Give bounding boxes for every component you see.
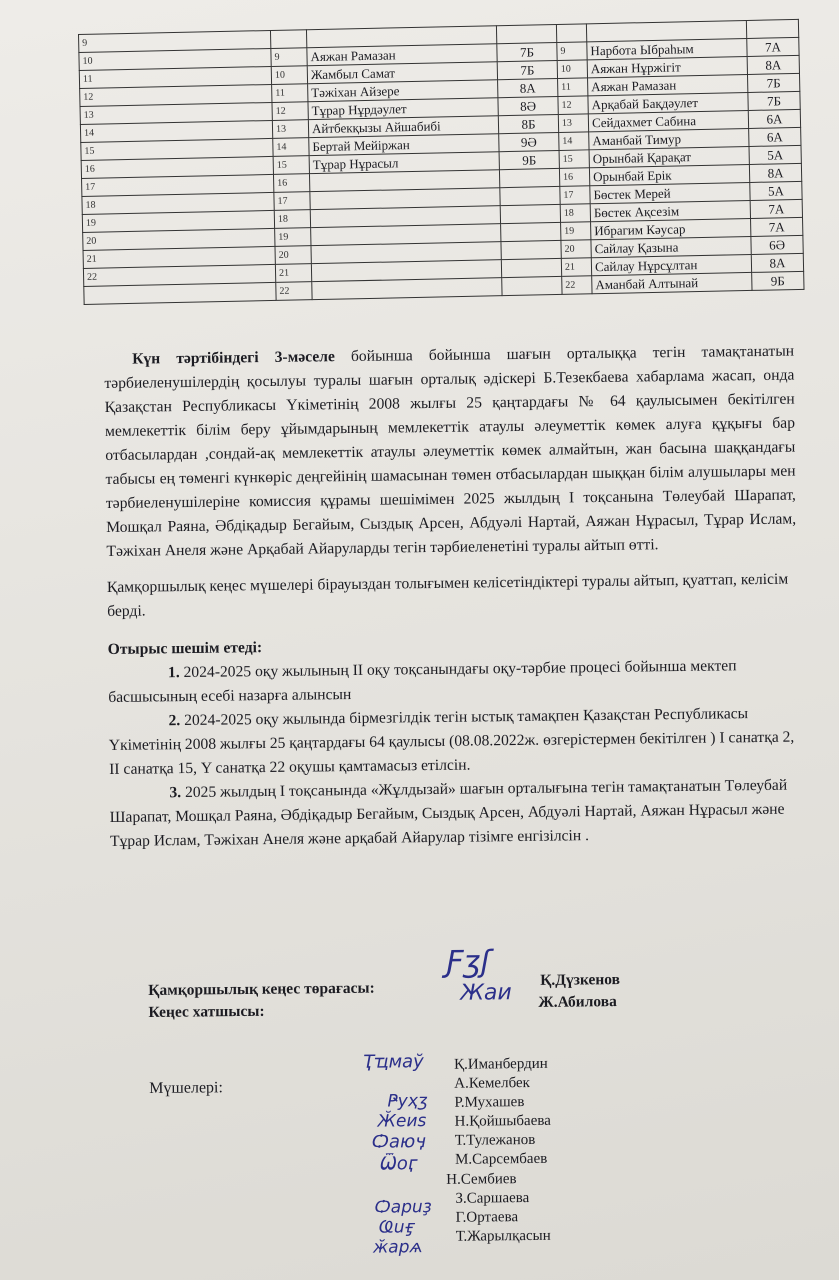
- class-cell: 5А: [750, 181, 802, 200]
- member-name: М.Сарсембаев: [454, 1150, 548, 1168]
- class-cell: 7Б: [748, 91, 800, 110]
- row-number-cell: 22: [83, 264, 275, 286]
- class-cell: 7А: [747, 37, 799, 56]
- member-signature-icon: Ѻарuҙ: [374, 1197, 432, 1218]
- student-name-cell: Тәжіхан Айзере: [308, 80, 498, 102]
- class-cell: 7Б: [747, 73, 799, 92]
- row-number-cell: 14: [273, 138, 309, 157]
- member-name: А.Кемелбек: [454, 1075, 531, 1092]
- student-name-cell: Сейдахмет Сабина: [588, 110, 748, 131]
- row-number-cell: 18: [560, 204, 590, 223]
- class-cell: 6А: [748, 109, 800, 128]
- student-name-cell: Аяжан Рамазан: [588, 74, 748, 95]
- row-number-cell: 18: [82, 192, 274, 214]
- row-number-cell: 12: [558, 96, 588, 115]
- row-number-cell: 22: [276, 282, 312, 301]
- class-cell: 9Б: [752, 271, 804, 290]
- class-cell: [496, 24, 556, 43]
- member-signature-icon: Ѿоӷ: [379, 1153, 417, 1175]
- row-number-cell: 9: [79, 30, 271, 52]
- row-number-cell: 13: [80, 102, 272, 124]
- student-name-cell: Сайлау Қазына: [591, 236, 751, 257]
- row-number-cell: [556, 24, 586, 43]
- decision-item-2: [108, 702, 799, 782]
- student-name-cell: Орынбай Ерік: [589, 164, 749, 185]
- class-cell: [499, 168, 559, 187]
- decision-item-text: 2024-2025 оқу жылында бірмезгілдік тегін ыстық тамақпен Қазақстан Республикасы Үкіметінің 2008 жылғы 25 қаңтардағы 64 қаулысы (08.08.2022ж. өзгерістермен бекітілген ) I санатқа 2, II санатқа 15, Y санатқа 22 оқушы қамтамасыз етілсін.: [108, 705, 795, 778]
- row-number-cell: 9: [557, 42, 587, 61]
- member-name: Н.Сембиев: [446, 1171, 517, 1188]
- student-name-cell: Орынбай Қарақат: [589, 146, 749, 167]
- student-name-cell: Ибрагим Кәусар: [591, 218, 751, 239]
- member-name: Қ.Иманбердин: [453, 1055, 548, 1073]
- secretary-name: Ж.Абилова: [538, 993, 617, 1011]
- member-signature-icon: Ҩuӻ: [378, 1217, 415, 1238]
- member-signature-icon: Ҏуҳʒ: [387, 1091, 428, 1112]
- class-cell: [746, 19, 798, 38]
- student-name-cell: [312, 278, 502, 300]
- row-number-cell: 10: [557, 60, 587, 79]
- row-number-cell: 19: [275, 228, 311, 247]
- decision-item-3: [109, 774, 800, 854]
- member-name: Н.Қойшыбаева: [454, 1112, 551, 1130]
- agenda-item-title: Күн тәртібіндегі 3-мәселе: [132, 348, 336, 368]
- class-cell: [501, 222, 561, 241]
- signature-block: [148, 944, 771, 1268]
- decision-heading: Отырыс шешім етеді:: [107, 639, 263, 658]
- row-number-cell: [84, 282, 276, 304]
- class-cell: 7Б: [497, 60, 557, 79]
- class-cell: [501, 240, 561, 259]
- class-cell: [501, 258, 561, 277]
- row-number-cell: 13: [558, 114, 588, 133]
- agenda-text: бойынша бойынша шағын орталыққа тегін тамақтанатын тәрбиеленушілердің қосылуы туралы шағын орталық әдіскері Б.Тезекбаева хабарлама жасап, онда Қазақстан Республикасы Үкіметінің 2008 жылғы 25 қаңтардағы № 64 қаулысымен бекітілген мемлекеттік білім беру ұйымдарының мемлекеттік атаулы әлеуметтік көмек алуға құқығы бар отбасылардан ,сондай-ақ мемлекеттік атаулы әлеуметтік көмек алмайтын, жан басына шаққандағы табысы ең төменгі күнкөріс деңгейінің шамасынан төмен отбасылардан шыққан білім алушылары мен тәрбиеленушілеріне комиссия құрамы шешімімен 2025 жылдың I тоқсанына Төлеубай Шарапат, Мошқал Раяна, Әбдіқадыр Бегайым, Сыздық Арсен, Абдуәлі Нартай, Аяжан Нұрасыл, Тұрар Ислам, Тәжіхан Анеля және Арқабай Айаруларды тегін тәрбиеленетіні туралы айтып өтті.: [104, 342, 797, 560]
- row-number-cell: 19: [82, 210, 274, 232]
- row-number-cell: 12: [272, 102, 308, 121]
- student-name-cell: Тұрар Нұрасыл: [309, 152, 499, 174]
- row-number-cell: 16: [81, 156, 273, 178]
- row-number-cell: 10: [271, 66, 307, 85]
- row-number-cell: 14: [80, 120, 272, 142]
- row-number-cell: 20: [561, 240, 591, 259]
- members-label: Мүшелері:: [149, 1079, 223, 1097]
- council-paragraph: Қамқоршылық кеңес мүшелері бірауыздан толығымен келісетіндіктері туралы айтып, қуаттап, келісім берді.: [106, 570, 789, 620]
- member-signature-icon: ӂарѧ: [372, 1237, 423, 1258]
- student-name-cell: Тұрар Нұрдәулет: [308, 98, 498, 120]
- decision-item-number: 1.: [167, 664, 180, 682]
- row-number-cell: 9: [271, 48, 307, 67]
- row-number-cell: 11: [272, 84, 308, 103]
- member-name: Т.Жарылқасын: [455, 1227, 551, 1245]
- row-number-cell: 20: [275, 246, 311, 265]
- decision-item-number: 2.: [168, 712, 181, 730]
- member-name: Г.Ортаева: [455, 1209, 519, 1226]
- row-number-cell: 15: [81, 138, 273, 160]
- student-list-table: [78, 19, 804, 305]
- decision-item-text: 2024-2025 оқу жылының II оқу тоқсанындағы оқу-тәрбие процесі бойынша мектеп басшысының есебі назарға алынсын: [108, 657, 737, 706]
- row-number-cell: 20: [83, 228, 275, 250]
- chair-signature-icon: Ƒʒʃ: [445, 944, 491, 980]
- student-name-cell: Аяжан Нұржігіт: [587, 56, 747, 77]
- row-number-cell: 11: [558, 78, 588, 97]
- class-cell: 8А: [751, 253, 803, 272]
- agenda-paragraph: [104, 340, 797, 564]
- class-cell: [502, 276, 562, 295]
- row-number-cell: 13: [272, 120, 308, 139]
- class-cell: 7А: [751, 217, 803, 236]
- class-cell: 8Б: [498, 114, 558, 133]
- secretary-signature-icon: Жаи: [460, 980, 512, 1006]
- chair-label: Қамқоршылық кеңес төрағасы:: [148, 979, 375, 999]
- row-number-cell: 10: [79, 48, 271, 70]
- row-number-cell: 12: [80, 84, 272, 106]
- student-name-cell: Арқабай Бақдәулет: [588, 92, 748, 113]
- row-number-cell: 15: [559, 150, 589, 169]
- student-name-cell: Аманбай Тимур: [589, 128, 749, 149]
- class-cell: 7А: [750, 199, 802, 218]
- document-body: [104, 340, 800, 854]
- member-signature-icon: Ӂеиѕ: [377, 1111, 427, 1132]
- student-name-cell: Нарбота Ыбраһым: [587, 38, 747, 59]
- decision-item-text: 2025 жылдың I тоқсанында «Жұлдызай» шағын орталығына тегін тамақтанатын Төлеубай Шарапат, Мошқал Раяна, Әбдіқадыр Бегайым, Сыздық Арсен, Абдуәлі Нартай, Аяжан Нұрасыл және Тұрар Ислам, Тәжіхан Анеля және арқабай Айарулар тізімге енгізілсін .: [109, 776, 788, 850]
- class-cell: 8А: [747, 55, 799, 74]
- row-number-cell: 22: [562, 276, 592, 295]
- row-number-cell: 16: [559, 168, 589, 187]
- row-number-cell: 15: [273, 156, 309, 175]
- row-number-cell: 16: [273, 174, 309, 193]
- class-cell: 6Ә: [751, 235, 803, 254]
- row-number-cell: 19: [561, 222, 591, 241]
- class-cell: 6А: [749, 127, 801, 146]
- row-number-cell: 21: [83, 246, 275, 268]
- member-signature-icon: Ѻаюӌ: [371, 1131, 426, 1153]
- student-name-cell: Бөстек Мерей: [590, 182, 750, 203]
- class-cell: 9Ә: [499, 132, 559, 151]
- row-number-cell: [270, 30, 306, 49]
- decision-item-number: 3.: [169, 784, 182, 802]
- student-name-cell: Аманбай Алтынай: [592, 272, 752, 293]
- member-signature-icon: Ҭҵмаў: [362, 1051, 424, 1073]
- class-cell: 5А: [749, 145, 801, 164]
- row-number-cell: 17: [82, 174, 274, 196]
- secretary-label: Кеңес хатшысы:: [148, 1002, 265, 1021]
- row-number-cell: 14: [559, 132, 589, 151]
- class-cell: 8А: [498, 78, 558, 97]
- student-name-cell: Сайлау Нұрсұлтан: [591, 254, 751, 275]
- student-name-cell: Аяжан Рамазан: [307, 44, 497, 66]
- class-cell: 9Б: [499, 150, 559, 169]
- row-number-cell: 21: [275, 264, 311, 283]
- class-cell: 8Ә: [498, 96, 558, 115]
- member-name: З.Саршаева: [455, 1190, 530, 1207]
- class-cell: 7Б: [497, 42, 557, 61]
- row-number-cell: 11: [79, 66, 271, 88]
- class-cell: [500, 204, 560, 223]
- class-cell: [500, 186, 560, 205]
- member-name: Р.Мухашев: [454, 1094, 525, 1111]
- row-number-cell: 17: [560, 186, 590, 205]
- student-name-cell: Бертай Мейіржан: [309, 134, 499, 156]
- student-name-cell: Айтбекқызы Айшабибі: [308, 116, 498, 138]
- row-number-cell: 21: [561, 258, 591, 277]
- decision-item-1: [108, 654, 799, 710]
- class-cell: 8А: [749, 163, 801, 182]
- chair-name: Қ.Дүзкенов: [540, 971, 621, 989]
- student-name-cell: Жамбыл Самат: [307, 62, 497, 84]
- row-number-cell: 17: [274, 192, 310, 211]
- row-number-cell: 18: [274, 210, 310, 229]
- student-name-cell: Бөстек Ақсезім: [590, 200, 750, 221]
- member-name: Т.Тулежанов: [454, 1131, 536, 1149]
